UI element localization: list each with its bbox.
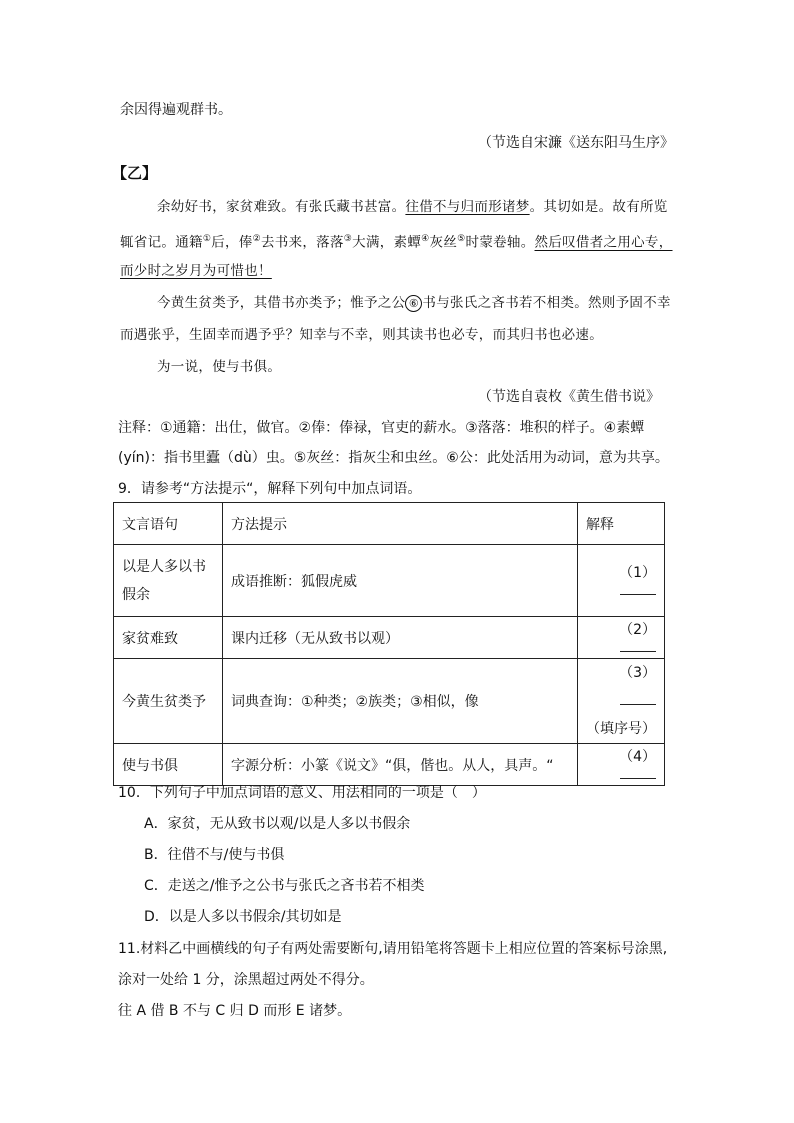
sentence-cell: 以是人多以书假余 xyxy=(114,545,223,617)
sentence-cell: 今黄生贫类予 xyxy=(114,659,223,744)
yi-paragraph2-line2: 而遇张乎，生固幸而遇予乎？知幸与不幸，则其读书也必专，而其归书也必速。 xyxy=(120,327,603,343)
yi-paragraph1-line1 xyxy=(157,197,668,217)
text-segment: 后，俸 xyxy=(211,234,253,251)
answer-number: （4） xyxy=(619,749,656,765)
underlined-sentence: 而少时之岁月为可惜也！ xyxy=(120,263,272,279)
table-row xyxy=(114,744,665,786)
q11-stem-line2: 涂对一处给 1 分，涂黑超过两处不得分。 xyxy=(118,972,374,988)
table-row xyxy=(114,659,665,744)
answer-number: （2） xyxy=(619,622,656,638)
hint-cell: 字源分析：小篆《说文》“俱，偕也。从人，具声。“ xyxy=(223,744,578,786)
text-segment: 去书来，落落 xyxy=(260,234,344,251)
text-segment: 大满，素蟫 xyxy=(352,234,422,251)
text-segment: 时蒙卷轴。 xyxy=(465,234,535,251)
header-cell: 文言语句 xyxy=(114,503,223,545)
underlined-sentence: 然后叹借者之用心专， xyxy=(534,234,673,251)
sentence-cell: 使与书俱 xyxy=(114,744,223,786)
answer-number: （1） xyxy=(619,565,656,581)
yi-paragraph1-line3 xyxy=(120,261,272,281)
q10-option-a[interactable]: A．家贫，无从致书以观/以是人多以书假余 xyxy=(144,816,411,832)
q10-option-b[interactable]: B．往借不与/使与书俱 xyxy=(144,847,285,863)
footnote-marker: ② xyxy=(252,234,261,244)
answer-note: （填序号） xyxy=(586,721,656,737)
sentence-cell: 家贫难致 xyxy=(114,617,223,659)
circled-footnote-marker: ⑥ xyxy=(405,295,422,312)
table-row xyxy=(114,545,665,617)
notes-line1: 注释：①通籍：出仕，做官。②俸：俸禄，官吏的薪水。③落落：堆积的样子。④素蟫 xyxy=(118,420,645,436)
text-segment: 书与张氏之吝书若不相类。然则予固不幸 xyxy=(422,295,671,311)
answer-number: （3） xyxy=(619,665,656,681)
underlined-sentence: 往借不与归而形诸梦 xyxy=(405,199,530,215)
answer-cell xyxy=(578,617,665,659)
yi-paragraph1-line2 xyxy=(120,229,673,253)
answer-cell xyxy=(578,659,665,744)
hint-cell: 课内迁移（无从致书以观） xyxy=(223,617,578,659)
yi-heading: 【乙】 xyxy=(112,164,158,182)
yi-paragraph2-line1 xyxy=(157,293,671,313)
q11-sentence: 往 A 借 B 不与 C 归 D 而形 E 诸梦。 xyxy=(118,1003,352,1019)
notes-line2: (yín)：指书里蠹（dù）虫。⑤灰丝：指灰尘和虫丝。⑥公：此处活用为动词，意为共享。 xyxy=(118,450,669,466)
passage-jia-last-line: 余因得遍观群书。 xyxy=(120,102,232,118)
q9-stem: 9．请参考“方法提示“，解释下列句中加点词语。 xyxy=(118,481,422,497)
footnote-marker: ③ xyxy=(343,234,353,244)
text-segment: 今黄生贫类予，其借书亦类予；惟予之公 xyxy=(157,295,406,311)
q10-option-c[interactable]: C．走送之/惟予之公书与张氏之吝书若不相类 xyxy=(144,878,425,894)
hint-cell: 成语推断：狐假虎威 xyxy=(223,545,578,617)
answer-blank[interactable] xyxy=(620,582,656,595)
q10-option-d[interactable]: D．以是人多以书假余/其切如是 xyxy=(144,909,342,925)
q11-stem-line1: 11.材料乙中画横线的句子有两处需要断句,请用铅笔将答题卡上相应位置的答案标号涂黑, xyxy=(118,941,668,957)
answer-blank[interactable] xyxy=(620,692,656,705)
source-jia: （节选自宋濂《送东阳马生序》 xyxy=(478,135,674,151)
table-row xyxy=(114,617,665,659)
source-yi: （节选自袁枚《黄生借书说》 xyxy=(478,389,660,405)
text-segment: 辄省记。通籍 xyxy=(120,234,203,251)
header-cell: 解释 xyxy=(578,503,665,545)
answer-cell xyxy=(578,545,665,617)
footnote-marker: ① xyxy=(202,234,212,244)
text-segment: 余幼好书，家贫难致。有张氏藏书甚富。 xyxy=(157,199,406,215)
answer-blank[interactable] xyxy=(620,639,656,652)
header-cell: 方法提示 xyxy=(223,503,578,545)
table-header-row xyxy=(114,503,665,545)
q9-table xyxy=(113,502,665,786)
footnote-marker: ⑤ xyxy=(457,234,466,244)
footnote-marker: ④ xyxy=(421,234,430,244)
text-segment: 灰丝 xyxy=(429,234,458,251)
answer-blank[interactable] xyxy=(620,766,656,779)
yi-paragraph3: 为一说，使与书俱。 xyxy=(157,359,282,375)
hint-cell: 词典查询：①种类；②族类；③相似，像 xyxy=(223,659,578,744)
q10-stem: 10．下列句子中加点词语的意义、用法相同的一项是（ ） xyxy=(118,785,486,801)
text-segment: 。其切如是。故有所览 xyxy=(529,199,668,215)
answer-cell xyxy=(578,744,665,786)
